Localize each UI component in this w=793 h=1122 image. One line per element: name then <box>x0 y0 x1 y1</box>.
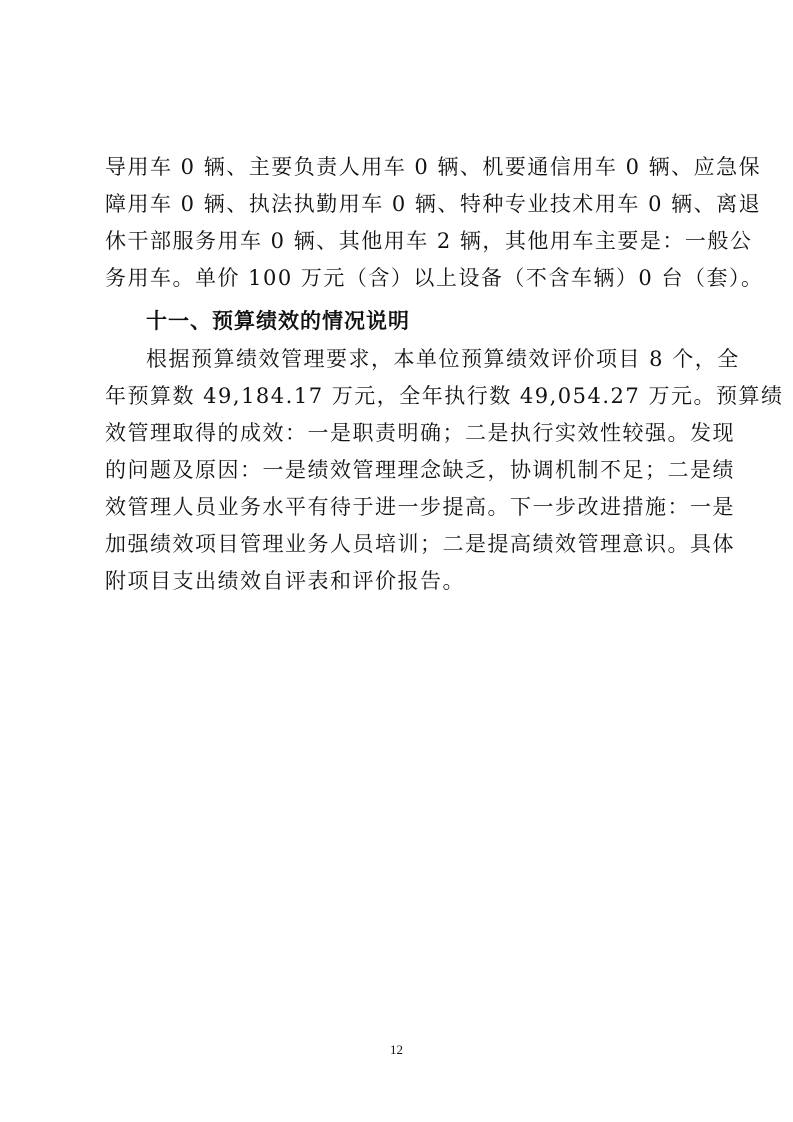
paragraph-line: 效管理人员业务水平有待于进一步提高。下一步改进措施：一是 <box>105 495 735 519</box>
paragraph-line: 效管理取得的成效：一是职责明确；二是执行实效性较强。发现 <box>105 421 735 445</box>
paragraph-line: 务用车。单价 100 万元（含）以上设备（不含车辆）0 台（套）。 <box>105 266 764 290</box>
paragraph-line: 根据预算绩效管理要求，本单位预算绩效评价项目 8 个，全 <box>146 347 740 371</box>
paragraph-line: 导用车 0 辆、主要负责人用车 0 辆、机要通信用车 0 辆、应急保 <box>105 155 762 179</box>
paragraph-line: 年预算数 49,184.17 万元，全年执行数 49,054.27 万元。预算绩 <box>105 384 784 408</box>
page-number: 12 <box>390 1042 403 1057</box>
paragraph-line: 障用车 0 辆、执法执勤用车 0 辆、特种专业技术用车 0 辆、离退 <box>105 192 762 216</box>
paragraph-line: 加强绩效项目管理业务人员培训；二是提高绩效管理意识。具体 <box>105 532 735 556</box>
paragraph-line: 休干部服务用车 0 辆、其他用车 2 辆，其他用车主要是：一般公 <box>105 229 753 253</box>
paragraph-line: 的问题及原因：一是绩效管理理念缺乏，协调机制不足；二是绩 <box>105 458 735 482</box>
paragraph-line: 附项目支出绩效自评表和评价报告。 <box>105 569 465 593</box>
section-heading: 十一、预算绩效的情况说明 <box>146 309 410 333</box>
